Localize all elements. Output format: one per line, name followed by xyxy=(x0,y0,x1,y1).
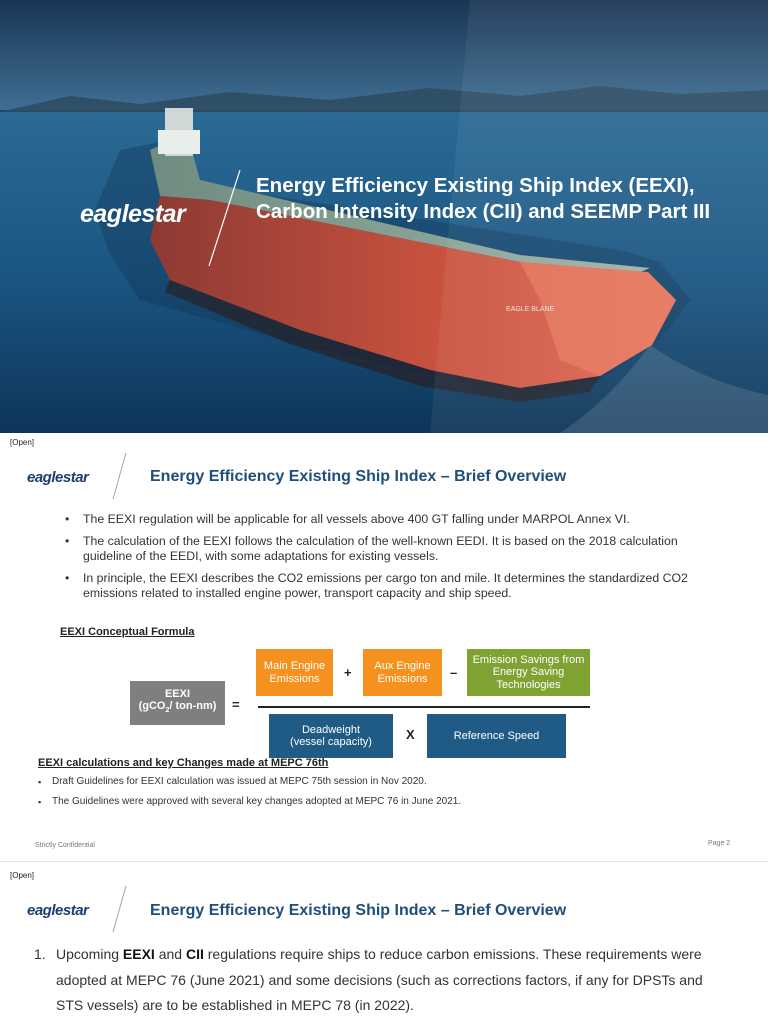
cover-title: Energy Efficiency Existing Ship Index (EEXI), Carbon Intensity Index (CII) and SEEMP Part III xyxy=(256,174,711,223)
page-number: Page 2 xyxy=(708,840,731,847)
eaglestar-logo: eaglestar xyxy=(27,469,89,486)
eaglestar-logo: eaglestar xyxy=(27,902,89,919)
main-engine-box: Main Engine Emissions xyxy=(256,649,333,696)
eaglestar-logo: eaglestar xyxy=(80,200,186,228)
plus-sign: + xyxy=(344,665,352,680)
ship-name-text: EAGLE BLANE xyxy=(506,306,555,313)
bullet-item: ▪ Draft Guidelines for EEXI calculation was issued at MEPC 75th session in Nov 2020. xyxy=(38,776,728,788)
bullet-item: • The EEXI regulation will be applicable for all vessels above 400 GT falling under MARPOL Annex VI. xyxy=(65,512,725,527)
header-divider xyxy=(110,884,130,934)
fraction-line xyxy=(258,706,590,708)
numbered-item xyxy=(34,942,724,1019)
deadweight-sublabel: (vessel capacity) xyxy=(290,736,372,748)
minus-sign: – xyxy=(450,665,458,680)
eexi-name: EEXI xyxy=(164,687,191,700)
classification-tag: [Open] xyxy=(10,871,35,880)
eexi-box xyxy=(130,681,225,725)
formula-label: EEXI Conceptual Formula xyxy=(60,626,195,638)
cover-slide xyxy=(0,0,768,433)
confidential-note: Strictly Confidential xyxy=(35,842,95,849)
calc-bullets xyxy=(38,776,728,816)
header-divider xyxy=(110,451,130,501)
deadweight-box xyxy=(269,714,393,758)
classification-tag: [Open] xyxy=(10,438,35,447)
overview-bullets xyxy=(65,512,725,608)
bullet-item: • The calculation of the EEXI follows the calculation of the well-known EEDI. It is based on the 2018 calculation guideline of the EEDI, with some adaptations for existing vessels. xyxy=(65,534,725,564)
equals-sign: = xyxy=(232,697,240,712)
reference-speed-box: Reference Speed xyxy=(427,714,566,758)
item-number: 1. xyxy=(34,946,46,962)
slide-heading: Energy Efficiency Existing Ship Index – Brief Overview xyxy=(150,902,567,919)
aux-engine-box: Aux Engine Emissions xyxy=(363,649,442,696)
eexi-unit: (gCO$_2$/ ton-nm) xyxy=(138,700,217,715)
energy-savings-box: Emission Savings from Energy Saving Technologies xyxy=(467,649,590,696)
calc-heading: EEXI calculations and key Changes made at MEPC 76th xyxy=(38,757,329,769)
bullet-item: • In principle, the EEXI describes the CO2 emissions per cargo ton and mile. It determines the standardized CO2 emissions related to installed engine power, transport capacity and ship speed. xyxy=(65,571,725,601)
slide-heading: Energy Efficiency Existing Ship Index – Brief Overview xyxy=(150,468,567,485)
item-text: Upcoming EEXI and CII regulations require ships to reduce carbon emissions. These requirements were adopted at MEPC 76 (June 2021) and some decisions (such as corrections factors, if any for DPSTs and STS vessels) are to be established in MEPC 78 (in 2022). xyxy=(56,946,703,1013)
deadweight-label: Deadweight xyxy=(301,723,361,736)
times-sign: X xyxy=(406,727,415,742)
overview-slide-2 xyxy=(0,861,768,1025)
overview-slide xyxy=(0,433,768,861)
bullet-item: ▪ The Guidelines were approved with several key changes adopted at MEPC 76 in June 2021. xyxy=(38,796,728,808)
